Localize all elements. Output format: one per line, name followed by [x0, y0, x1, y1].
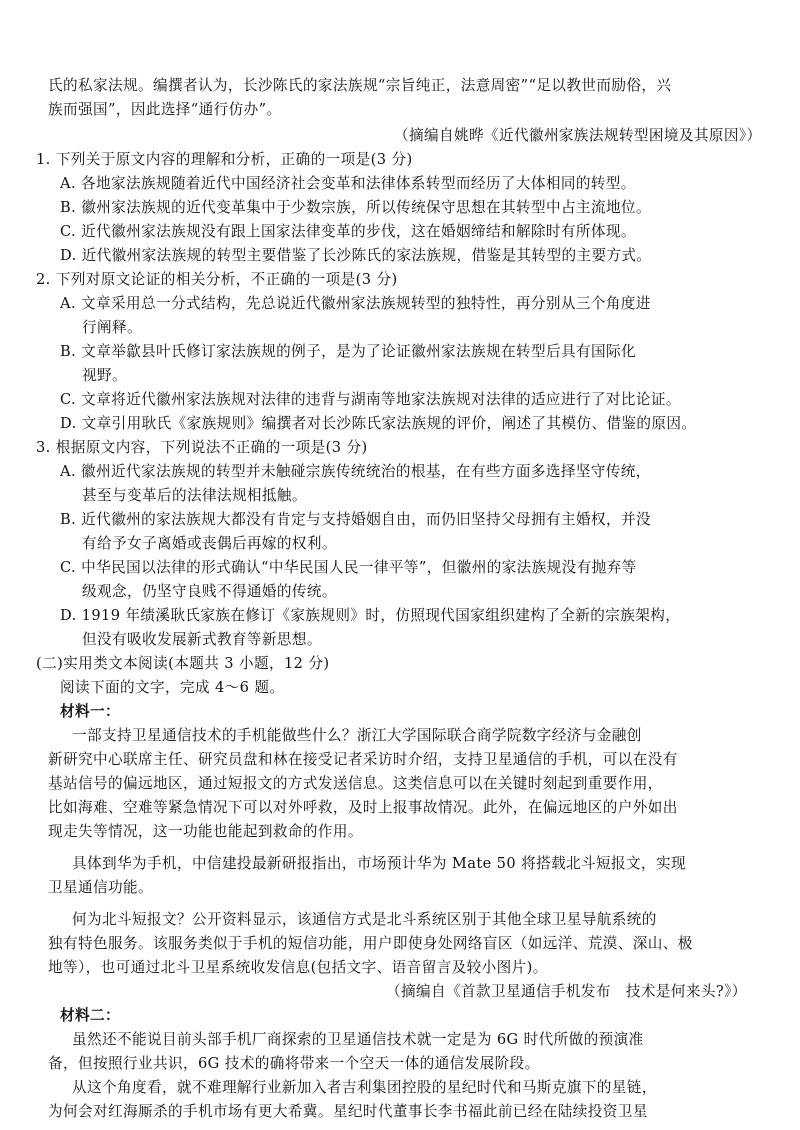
section-2-title: (二)实用类文本阅读(本题共 3 小题，12 分) [36, 655, 330, 672]
material-1-paragraph-3-line-1: 何为北斗短报文？公开资料显示，该通信方式是北斗系统区别于其他全球卫星导航系统的 [72, 911, 657, 928]
material-1-paragraph-1-line-2: 新研究中心联席主任、研究员盘和林在接受记者采访时介绍，支持卫星通信的手机，可以在没有 [48, 751, 678, 768]
intro-line-2: 族而强国”，因此选择“通行仿办”。 [48, 101, 282, 118]
q3-option-a-line-1: A. 徽州近代家法族规的转型并未触碰宗族传统统治的根基，在有些方面多选择坚守传统， [60, 463, 651, 480]
q2-option-a-line-2: 行阐释。 [82, 319, 142, 336]
q3-stem: 3. 根据原文内容，下列说法不正确的一项是(3 分) [36, 439, 368, 456]
material-1-paragraph-1-line-1: 一部支持卫星通信技术的手机能做些什么？浙江大学国际联合商学院数字经济与金融创 [72, 727, 642, 744]
material-1-paragraph-3-line-3: 地等），也可通过北斗卫星系统收发信息(包括文字、语音留言及较小图片)。 [48, 959, 548, 976]
q1-option-c: C. 近代徽州家法族规没有跟上国家法律变革的步伐，这在婚姻缔结和解除时有所体现。 [60, 223, 636, 240]
q3-option-b-line-2: 有给予女子离婚或丧偶后再嫁的权利。 [82, 535, 337, 552]
material-1-paragraph-2-line-2: 卫星通信功能。 [48, 879, 153, 896]
material-2-paragraph-1-line-1: 虽然还不能说目前头部手机厂商探索的卫星通信技术就一定是为 6G 时代所做的预演准 [72, 1031, 644, 1048]
q3-option-d-line-1: D. 1919 年绩溪耿氏家族在修订《家族规则》时，仿照现代国家组织建构了全新的宗族架构， [60, 607, 681, 624]
q2-option-a-line-1: A. 文章采用总一分式结构，先总说近代徽州家法族规转型的独特性，再分别从三个角度进 [60, 295, 651, 312]
q2-stem: 2. 下列对原文论证的相关分析，不正确的一项是(3 分) [36, 271, 398, 288]
q1-stem: 1. 下列关于原文内容的理解和分析，正确的一项是(3 分) [36, 151, 413, 168]
material-1-paragraph-1-line-5: 现走失等情况，这一功能也能起到救命的作用。 [48, 823, 363, 840]
q1-option-d: D. 近代徽州家法族规的转型主要借鉴了长沙陈氏的家法族规，借鉴是其转型的主要方式。 [60, 247, 652, 264]
material-1-paragraph-3-line-2: 独有特色服务。该服务类似于手机的短信功能，用户即使身处网络盲区（如远洋、荒漠、深山、极 [48, 935, 693, 952]
section-2-instruction: 阅读下面的文字，完成 4～6 题。 [60, 679, 285, 696]
q3-option-c-line-1: C. 中华民国以法律的形式确认“中华民国人民一律平等”，但徽州的家法族规没有抛弃等 [60, 559, 637, 576]
material-1-paragraph-1-line-4: 比如海难、空难等紧急情况下可以对外呼救，及时上报事故情况。此外，在偏远地区的户外如出 [48, 799, 678, 816]
q2-option-c: C. 文章将近代徽州家法族规对法律的违背与湖南等地家法族规对法律的适应进行了对比论证。 [60, 391, 681, 408]
q3-option-c-line-2: 级观念，仍坚守良贱不得通婚的传统。 [82, 583, 337, 600]
q2-option-b-line-1: B. 文章举歙县叶氏修订家法族规的例子，是为了论证徽州家法族规在转型后具有国际化 [60, 343, 636, 360]
q3-option-d-line-2: 但没有吸收发展新式教育等新思想。 [82, 631, 322, 648]
q2-option-d: D. 文章引用耿氏《家族规则》编撰者对长沙陈氏家法族规的评价，阐述了其模仿、借鉴的原因。 [60, 415, 697, 432]
q2-option-b-line-2: 视野。 [82, 367, 127, 384]
q1-option-b: B. 徽州家法族规的近代变革集中于少数宗族，所以传统保守思想在其转型中占主流地位。 [60, 199, 651, 216]
material-2-paragraph-1-line-2: 备，但按照行业共识，6G 技术的确将带来一个空天一体的通信发展阶段。 [48, 1055, 540, 1072]
intro-source: （摘编自姚晔《近代徽州家族法规转型困境及其原因》） [394, 127, 762, 144]
q1-option-a: A. 各地家法族规随着近代中国经济社会变革和法律体系转型而经历了大体相同的转型。 [60, 175, 636, 192]
material-1-source: （摘编自《首款卫星通信手机发布 技术是何来头?》） [386, 983, 747, 1000]
material-1-paragraph-2-line-1: 具体到华为手机，中信建投最新研报指出，市场预计华为 Mate 50 将搭载北斗短报文，实现 [72, 855, 687, 872]
material-2-label: 材料二： [60, 1007, 120, 1024]
intro-line-1: 氏的私家法规。编撰者认为，长沙陈氏的家法族规“宗旨纯正，法意周密”“足以教世而励俗，兴 [48, 77, 672, 94]
q3-option-b-line-1: B. 近代徽州的家法族规大都没有肯定与支持婚姻自由，而仍旧坚持父母拥有主婚权，并没 [60, 511, 651, 528]
material-2-paragraph-2-line-1: 从这个角度看，就不难理解行业新加入者吉利集团控股的星纪时代和马斯克旗下的星链， [72, 1079, 657, 1096]
material-1-paragraph-1-line-3: 基站信号的偏远地区，通过短报文的方式发送信息。这类信息可以在关键时刻起到重要作用， [48, 775, 663, 792]
material-2-paragraph-2-line-2: 为何会对红海厮杀的手机市场有更大希冀。星纪时代董事长李书福此前已经在陆续投资卫星 [48, 1103, 648, 1120]
material-1-label: 材料一： [60, 703, 120, 720]
q3-option-a-line-2: 甚至与变革后的法律法规相抵触。 [82, 487, 307, 504]
